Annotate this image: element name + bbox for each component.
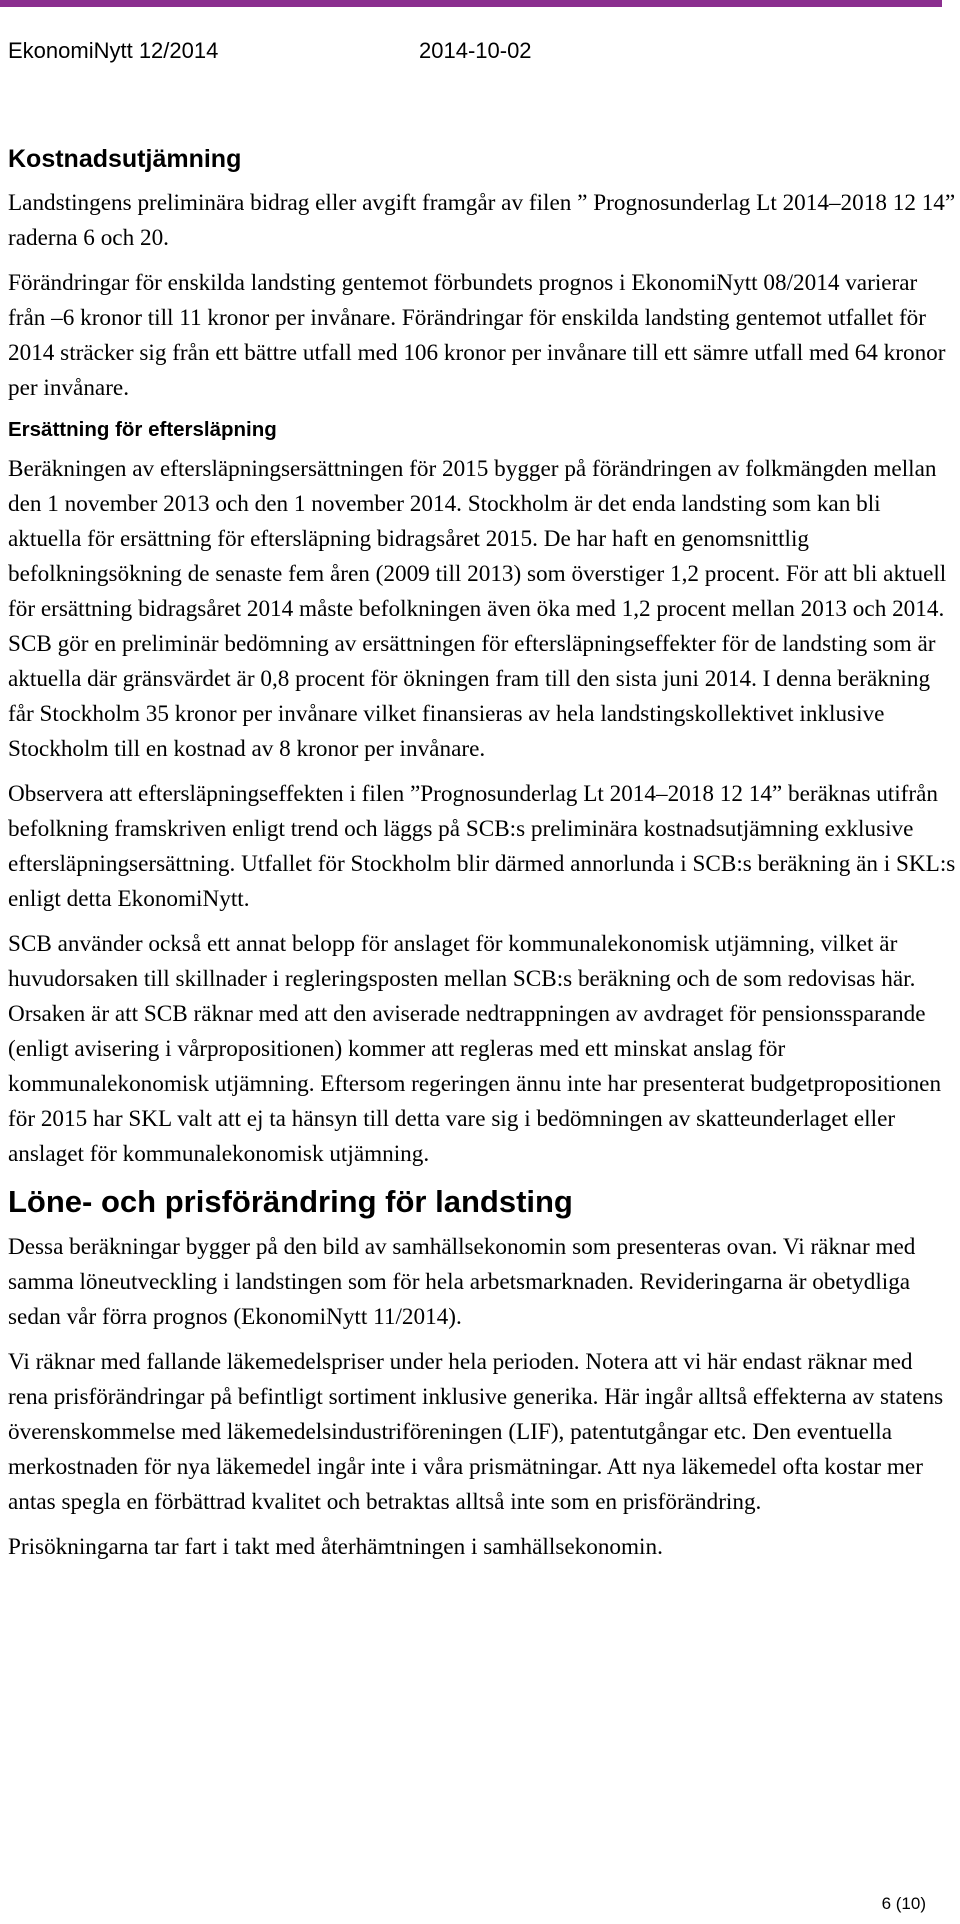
- document-body: [8, 142, 958, 1575]
- top-accent-bar: [0, 0, 942, 7]
- paragraph: Dessa beräkningar bygger på den bild av samhällsekonomin som presenteras ovan. Vi räknar med samma löneutveckling i landstingen som för hela arbetsmarknaden. Revideringarna är obetydliga sedan vår förra prognos (EkonomiNytt 11/2014).: [8, 1234, 916, 1330]
- heading-ersattning-eftersläpning: Ersättning för eftersläpning: [8, 418, 277, 441]
- paragraph: Observera att eftersläpningseffekten i filen ”Prognosunderlag Lt 2014–2018 12 14” beräknas utifrån befolkning framskriven enligt trend och läggs på SCB:s preliminära kostnadsutjämning exklusive eftersläpningsersättning. Utfallet för Stockholm blir därmed annorlunda i SCB:s beräkning än i SKL:s enligt detta EkonomiNytt.: [8, 781, 956, 912]
- paragraph: Beräkningen av eftersläpningsersättningen för 2015 bygger på förändringen av folkmängden mellan den 1 november 2013 och den 1 november 2014. Stockholm är det enda landsting som kan bli aktuella för ersättning för eftersläpning bidragsåret 2015. De har haft en genomsnittlig befolkningsökning de senaste fem åren (2009 till 2013) som överstiger 1,2 procent. För att bli aktuell för ersättning bidragsåret 2014 måste befolkningen även öka med 1,2 procent mellan 2013 och 2014. SCB gör en preliminär bedömning av ersättningen för eftersläpningseffekter för de landsting som är aktuella där gränsvärdet är 0,8 procent för ökningen fram till den sista juni 2014. I denna beräkning får Stockholm 35 kronor per invånare vilket finansieras av hela landstingskollektivet inklusive Stockholm till en kostnad av 8 kronor per invånare.: [8, 456, 947, 762]
- paragraph: Landstingens preliminära bidrag eller avgift framgår av filen ” Prognosunderlag Lt 2014–2018 12 14” raderna 6 och 20.: [8, 190, 956, 251]
- paragraph: Prisökningarna tar fart i takt med återhämtningen i samhällsekonomin.: [8, 1534, 663, 1560]
- paragraph: SCB använder också ett annat belopp för anslaget för kommunalekonomisk utjämning, vilket är huvudorsaken till skillnader i regleringsposten mellan SCB:s beräkning och de som redovisas här. Orsaken är att SCB räknar med att den aviserade nedtrappningen av avdraget för pensionssparande (enligt avisering i vårpropositionen) kommer att regleras med ett minskat anslag för kommunalekonomisk utjämning. Eftersom regeringen ännu inte har presenterat budgetpropositionen för 2015 har SKL valt att ej ta hänsyn till detta vare sig i bedömningen av skatteunderlaget eller anslaget för kommunalekonomisk utjämning.: [8, 931, 942, 1167]
- heading-lone-prisforandring: Löne- och prisförändring för landsting: [8, 1184, 573, 1219]
- publication-title: EkonomiNytt 12/2014: [8, 38, 219, 63]
- paragraph: Vi räknar med fallande läkemedelspriser under hela perioden. Notera att vi här endast räknar med rena prisförändringar på befintligt sortiment inklusive generika. Här ingår alltså effekterna av statens överenskommelse med läkemedelsindustriföreningen (LIF), patentutgångar etc. Den eventuella merkostnaden för nya läkemedel ingår inte i våra prismätningar. Att nya läkemedel ofta kostar mer antas spegla en förbättrad kvalitet och betraktas alltså inte som en prisförändring.: [8, 1349, 944, 1515]
- paragraph: Förändringar för enskilda landsting gentemot förbundets prognos i EkonomiNytt 08/2014 varierar från –6 kronor till 11 kronor per invånare. Förändringar för enskilda landsting gentemot utfallet för 2014 sträcker sig från ett bättre utfall med 106 kronor per invånare till ett sämre utfall med 64 kronor per invånare.: [8, 270, 946, 401]
- page-number: 6 (10): [881, 1894, 926, 1913]
- heading-kostnadsutjamning: Kostnadsutjämning: [8, 145, 242, 173]
- publication-date: 2014-10-02: [419, 38, 532, 63]
